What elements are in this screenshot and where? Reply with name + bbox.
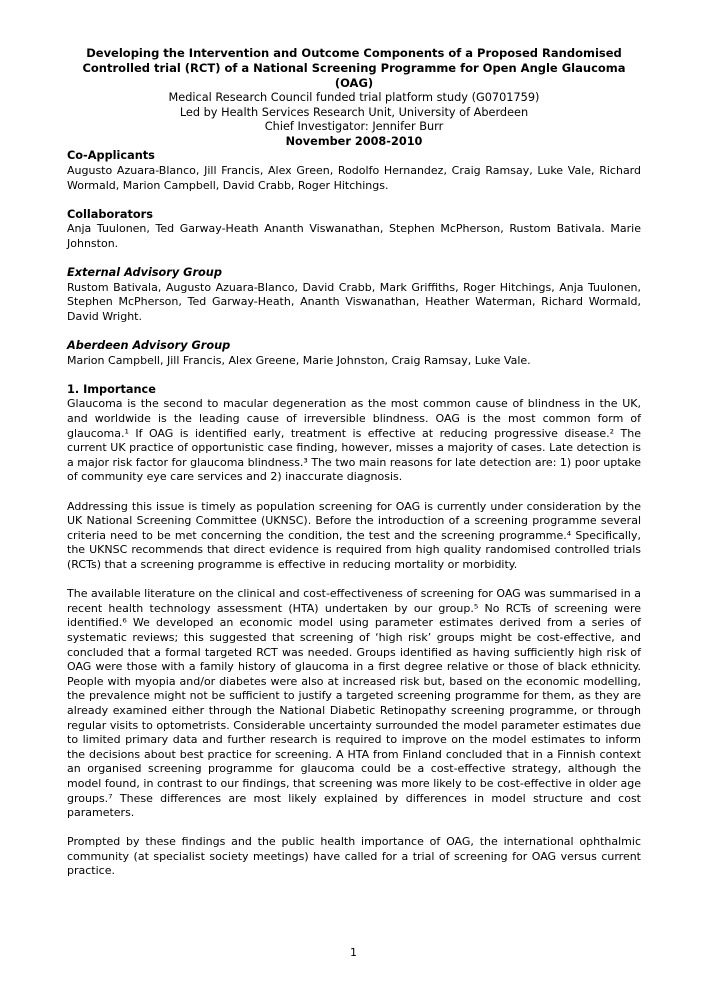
collaborators-heading: Collaborators xyxy=(67,207,153,221)
date-line: November 2008-2010 xyxy=(285,134,423,148)
importance-paragraph-1: Glaucoma is the second to macular degeneration as the most common cause of blindness in the UK, and worldwide is the leading cause of irreversible blindness. OAG is the most common form of glaucoma.¹ If OAG is identified early, treatment is effective at reducing progressive disease.² The current UK practice of opportunistic case finding, however, misses a majority of cases. Late detection is a major risk factor for glaucoma blindness.³ The two main reasons for late detection are: 1) poor uptake of community eye care services and 2) inaccurate diagnosis. xyxy=(67,397,641,484)
section-aberdeen-advisory-group xyxy=(67,339,641,368)
aberdeen-advisory-names: Marion Campbell, Jill Francis, Alex Greene, Marie Johnston, Craig Ramsay, Luke Vale. xyxy=(67,353,531,367)
aberdeen-advisory-heading: Aberdeen Advisory Group xyxy=(67,339,231,353)
importance-paragraph-2: Addressing this issue is timely as population screening for OAG is currently under consideration by the UK National Screening Committee (UKNSC). Before the introduction of a screening programme several criteria need to be met concerning the condition, the test and the screening programme.⁴ Specifically, the UKNSC recommends that direct evidence is required from high quality randomised controlled trials (RCTs) that a screening programme is effective in reducing mortality or morbidity. xyxy=(67,499,641,571)
document-title: Developing the Intervention and Outcome Components of a Proposed Randomised Controlled trial (RCT) of a National Screening Programme for Open Angle Glaucoma (OAG) xyxy=(82,46,626,90)
investigator-line: Chief Investigator: Jennifer Burr xyxy=(264,120,444,134)
section-co-applicants xyxy=(67,149,641,193)
page-number: 1 xyxy=(350,946,357,959)
external-advisory-heading: External Advisory Group xyxy=(67,266,222,280)
external-advisory-names: Rustom Bativala, Augusto Azuara-Blanco, David Crabb, Mark Griffiths, Roger Hitchings, Anja Tuulonen, Stephen McPherson, Ted Garway-Heath, Ananth Viswanathan, Heather Waterman, Richard Wormald, David Wright. xyxy=(67,280,641,323)
co-applicants-heading: Co-Applicants xyxy=(67,149,155,163)
co-applicants-names: Augusto Azuara-Blanco, Jill Francis, Alex Green, Rodolfo Hernandez, Craig Ramsay, Luke Vale, Richard Wormald, Marion Campbell, David Crabb, Roger Hitchings. xyxy=(67,163,641,192)
unit-line: Led by Health Services Research Unit, University of Aberdeen xyxy=(179,105,529,119)
importance-paragraph-3: The available literature on the clinical and cost-effectiveness of screening for OAG was summarised in a recent health technology assessment (HTA) undertaken by our group.⁵ No RCTs of screening were identified.⁶ We developed an economic model using parameter estimates derived from a series of systematic reviews; this suggested that screening of ‘high risk’ groups might be cost-effective, and concluded that a formal targeted RCT was needed. Groups identified as having sufficiently high risk of OAG were those with a family history of glaucoma in a first degree relative or those of black ethnicity. People with myopia and/or diabetes were also at increased risk but, based on the economic modelling, the prevalence might not be sufficient to justify a targeted screening programme for them, as they are already examined either through the National Diabetic Retinopathy screening programme, or through regular visits to optometrists. Considerable uncertainty surrounded the model parameter estimates due to limited primary data and further research is required to improve on the model estimates to inform the decisions about best practice for screening. A HTA from Finland concluded that in a Finnish context an organised screening programme for glaucoma could be a cost-effective strategy, although the model found, in contrast to our findings, that screening was more likely to be cost-effective in older age groups.⁷ These differences are most likely explained by differences in model structure and cost parameters. xyxy=(67,587,641,820)
importance-paragraph-2-block xyxy=(67,500,641,573)
importance-paragraph-3-block xyxy=(67,587,641,821)
importance-paragraph-4-block xyxy=(67,835,641,879)
importance-heading: 1. Importance xyxy=(67,382,156,396)
section-collaborators xyxy=(67,208,641,252)
funding-line: Medical Research Council funded trial platform study (G0701759) xyxy=(168,91,540,104)
collaborators-names: Anja Tuulonen, Ted Garway-Heath Ananth Viswanathan, Stephen McPherson, Rustom Bativala. Marie Johnston. xyxy=(67,222,641,250)
section-external-advisory-group xyxy=(67,266,641,324)
document-header xyxy=(67,46,641,149)
section-importance xyxy=(67,383,641,485)
importance-paragraph-4: Prompted by these findings and the public health importance of OAG, the international ophthalmic community (at specialist society meetings) have called for a trial of screening for OAG versus current practice. xyxy=(67,835,641,878)
